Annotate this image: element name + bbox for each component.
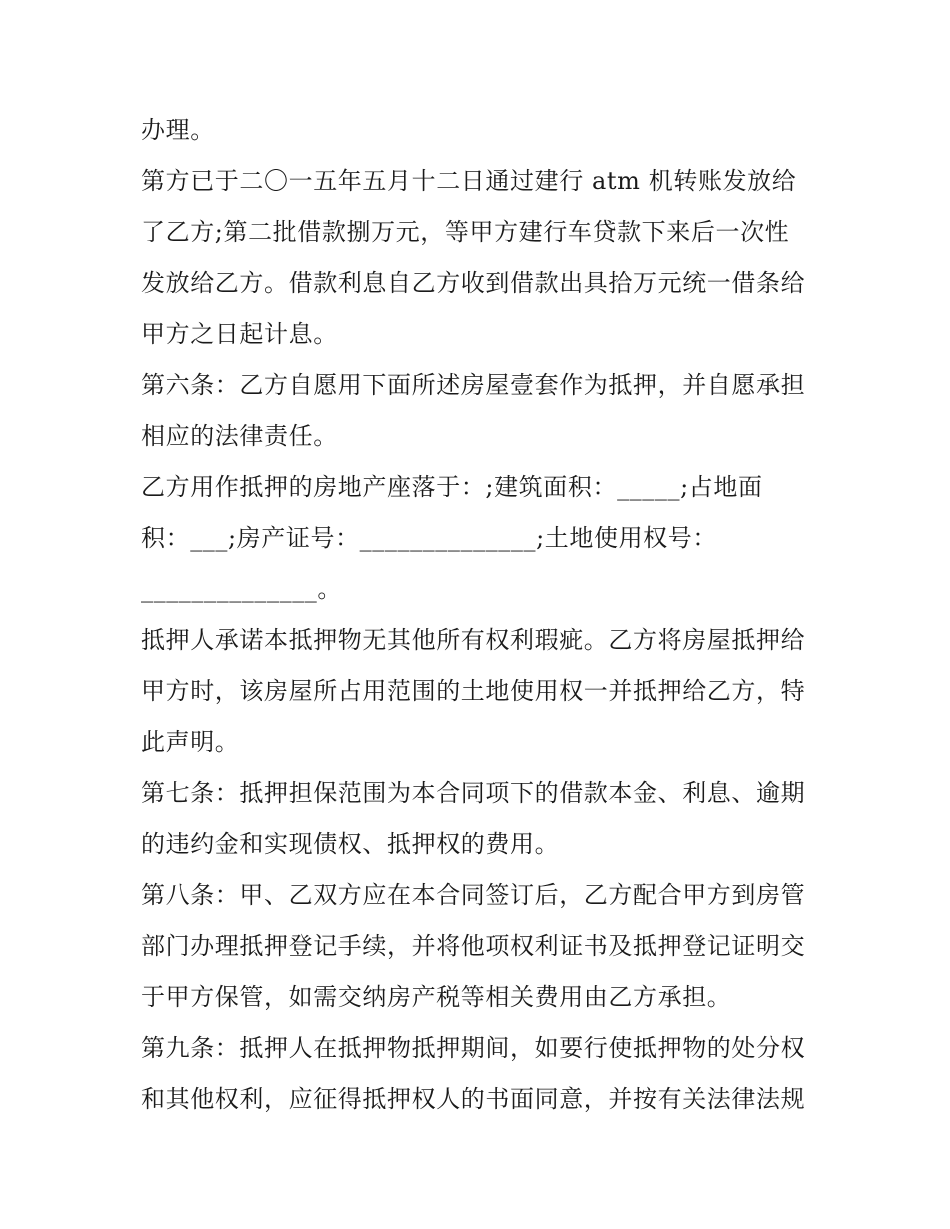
text-line: 积：___;房产证号：______________;土地使用权号： <box>141 524 717 552</box>
text-line: 发放给乙方。借款利息自乙方收到借款出具拾万元统一借条给 <box>141 269 806 297</box>
text-line: 办理。 <box>141 116 215 144</box>
document-body <box>141 105 821 1125</box>
text-line: 甲方之日起计息。 <box>141 320 338 348</box>
text-line: 第方已于二〇一五年五月十二日通过建行 atm 机转账发放给 <box>141 167 797 195</box>
text-line: 于甲方保管，如需交纳房产税等相关费用由乙方承担。 <box>141 983 732 1011</box>
text-line: 抵押人承诺本抵押物无其他所有权利瑕疵。乙方将房屋抵押给 <box>141 626 806 654</box>
text-line: 第六条：乙方自愿用下面所述房屋壹套作为抵押，并自愿承担 <box>141 371 806 399</box>
text-line: ______________。 <box>141 575 342 603</box>
text-line: 和其他权利，应征得抵押权人的书面同意，并按有关法律法规 <box>141 1085 806 1113</box>
text-line: 甲方时，该房屋所占用范围的土地使用权一并抵押给乙方，特 <box>141 677 806 705</box>
text-line: 相应的法律责任。 <box>141 422 338 450</box>
text-line: 部门办理抵押登记手续，并将他项权利证书及抵押登记证明交 <box>141 932 806 960</box>
text-line: 的违约金和实现债权、抵押权的费用。 <box>141 830 560 858</box>
text-line: 乙方用作抵押的房地产座落于：;建筑面积：_____;占地面 <box>141 473 763 501</box>
text-line: 第八条：甲、乙双方应在本合同签订后，乙方配合甲方到房管 <box>141 881 806 909</box>
text-line: 第九条：抵押人在抵押物抵押期间，如要行使抵押物的处分权 <box>141 1034 806 1062</box>
text-line: 此声明。 <box>141 728 240 756</box>
text-line: 第七条：抵押担保范围为本合同项下的借款本金、利息、逾期 <box>141 779 806 807</box>
text-line: 了乙方;第二批借款捌万元，等甲方建行车贷款下来后一次性 <box>141 218 790 246</box>
